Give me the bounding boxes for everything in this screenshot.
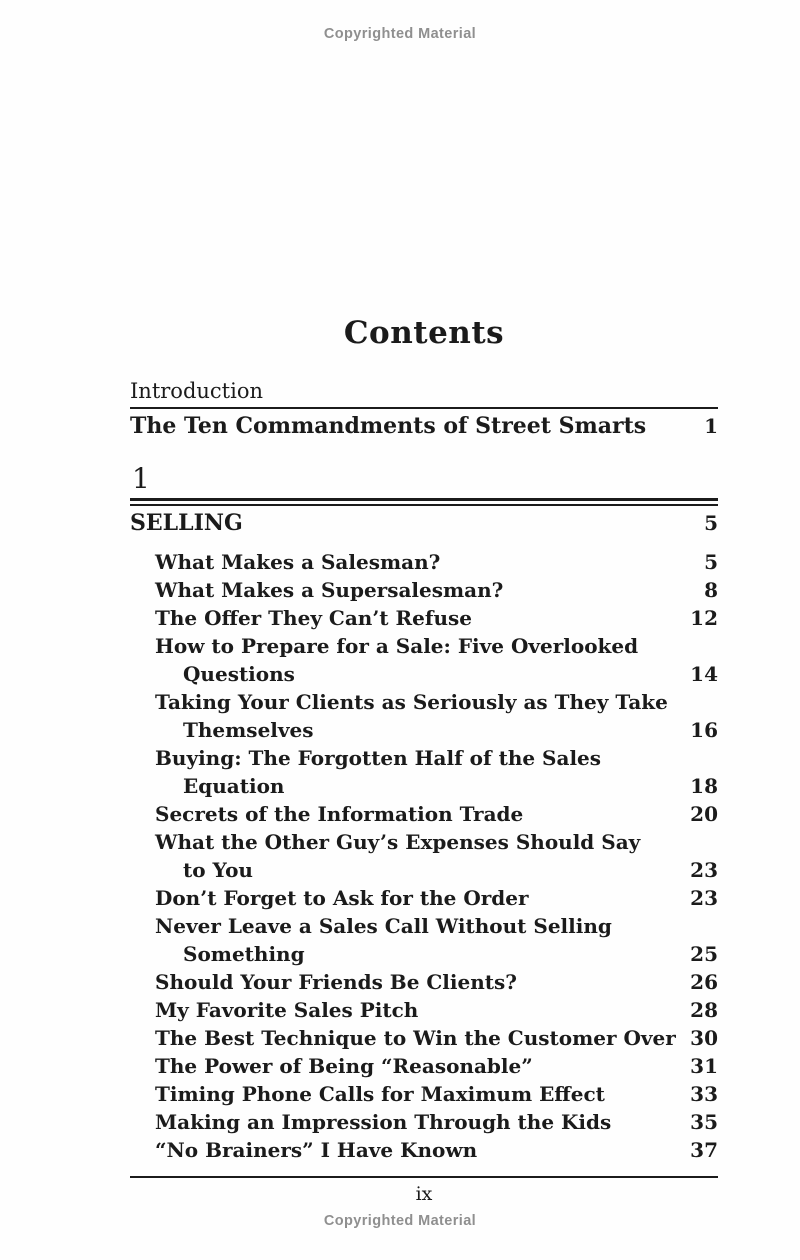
toc-entry-page-number: 26 <box>690 970 718 994</box>
copyright-notice-bottom: Copyrighted Material <box>323 1213 477 1229</box>
toc-entry-title <box>130 968 517 996</box>
toc-entry-page-number: 23 <box>690 886 718 910</box>
toc-entry-page-number: 30 <box>690 1026 718 1050</box>
toc-entry <box>130 968 718 996</box>
toc-entry-page-number: 14 <box>690 662 718 686</box>
toc-entry-line2: Themselves <box>183 718 314 742</box>
toc-entry-line1: What Makes a Supersalesman? <box>155 578 504 602</box>
toc-entry-page-number: 16 <box>690 718 718 742</box>
page-title: Contents <box>343 315 505 351</box>
chapter-number: 1 <box>132 462 150 495</box>
toc-entry-page-number: 35 <box>690 1110 718 1134</box>
toc-entry <box>130 1024 718 1052</box>
chapter-title-row <box>130 510 718 536</box>
toc-entry <box>130 1052 718 1080</box>
toc-entry-title <box>130 1080 605 1108</box>
toc-entry <box>130 1080 718 1108</box>
copyright-notice-top: Copyrighted Material <box>323 26 477 42</box>
toc-entry <box>130 604 718 632</box>
toc-entry-title <box>130 1136 477 1164</box>
toc-entry-page-number: 31 <box>690 1054 718 1078</box>
toc-entry-page-number: 20 <box>690 802 718 826</box>
toc-entry-line1: How to Prepare for a Sale: Five Overlooked <box>155 634 639 658</box>
toc-entry-title <box>130 1052 533 1080</box>
toc-entry-page-number: 33 <box>690 1082 718 1106</box>
toc-entry <box>130 632 718 688</box>
toc-entry-line1: What the Other Guy’s Expenses Should Say <box>155 830 641 854</box>
toc-entry <box>130 1136 718 1164</box>
toc-entry-page-number: 18 <box>690 774 718 798</box>
toc-entry <box>130 996 718 1024</box>
introduction-entry-title: The Ten Commandments of Street Smarts <box>130 413 647 439</box>
toc-entry-title <box>130 632 638 688</box>
toc-entry-title <box>130 828 640 884</box>
toc-entry-line1: Making an Impression Through the Kids <box>155 1110 612 1134</box>
toc-entry-line1: Timing Phone Calls for Maximum Effect <box>155 1082 605 1106</box>
toc-entry-line1: The Power of Being “Reasonable” <box>155 1054 533 1078</box>
toc-entry-page-number: 28 <box>690 998 718 1022</box>
toc-entry <box>130 1108 718 1136</box>
folio-page-number: ix <box>415 1183 433 1205</box>
toc-entry-page-number: 25 <box>690 942 718 966</box>
introduction-section-label: Introduction <box>130 379 263 403</box>
toc-entry <box>130 912 718 968</box>
toc-entry-title <box>130 688 668 744</box>
toc-entry-page-number: 5 <box>704 550 718 574</box>
toc-entry-line1: Should Your Friends Be Clients? <box>155 970 517 994</box>
toc-entry-title <box>130 800 523 828</box>
toc-entry-line1: Secrets of the Information Trade <box>155 802 524 826</box>
toc-entry-line2: Something <box>183 942 305 966</box>
toc-entry-line1: My Favorite Sales Pitch <box>155 998 419 1022</box>
toc-entry-line2: Equation <box>183 774 285 798</box>
introduction-rule <box>130 407 718 409</box>
toc-entry-line1: The Offer They Can’t Refuse <box>155 606 472 630</box>
toc-entry-line1: Don’t Forget to Ask for the Order <box>155 886 529 910</box>
toc-entry-line1: Never Leave a Sales Call Without Selling <box>155 914 612 938</box>
chapter-title: SELLING <box>130 510 243 536</box>
toc-entry-title <box>130 576 503 604</box>
toc-entry-line1: Buying: The Forgotten Half of the Sales <box>155 746 602 770</box>
page-content <box>130 0 718 1260</box>
toc-entry-title <box>130 884 529 912</box>
toc-entry-line2: Questions <box>183 662 295 686</box>
toc-entry-line1: Taking Your Clients as Seriously as They Take <box>155 690 668 714</box>
toc-entry-title <box>130 604 472 632</box>
toc-entry-title <box>130 744 601 800</box>
toc-entry-line1: The Best Technique to Win the Customer Over <box>155 1026 676 1050</box>
toc-entry-title <box>130 1024 676 1052</box>
toc-entry-title <box>130 912 612 968</box>
toc-entry-page-number: 37 <box>690 1138 718 1162</box>
introduction-entry-page: 1 <box>704 414 718 438</box>
toc-entry-page-number: 12 <box>690 606 718 630</box>
toc-entry <box>130 548 718 576</box>
toc-entry <box>130 576 718 604</box>
toc-entry-page-number: 23 <box>690 858 718 882</box>
toc-entry-list <box>130 548 718 1164</box>
toc-entry <box>130 800 718 828</box>
toc-entry <box>130 828 718 884</box>
chapter-rule <box>130 498 718 506</box>
footer-rule <box>130 1176 718 1178</box>
toc-entry-page-number: 8 <box>704 578 718 602</box>
introduction-entry-row <box>130 413 718 439</box>
toc-entry-line1: “No Brainers” I Have Known <box>155 1138 478 1162</box>
toc-entry-title <box>130 996 418 1024</box>
toc-entry-line2: to You <box>183 858 253 882</box>
toc-entry-line1: What Makes a Salesman? <box>155 550 441 574</box>
chapter-page: 5 <box>704 511 718 535</box>
toc-entry-title <box>130 548 440 576</box>
toc-entry-title <box>130 1108 611 1136</box>
toc-entry <box>130 688 718 744</box>
toc-entry <box>130 744 718 800</box>
toc-entry <box>130 884 718 912</box>
